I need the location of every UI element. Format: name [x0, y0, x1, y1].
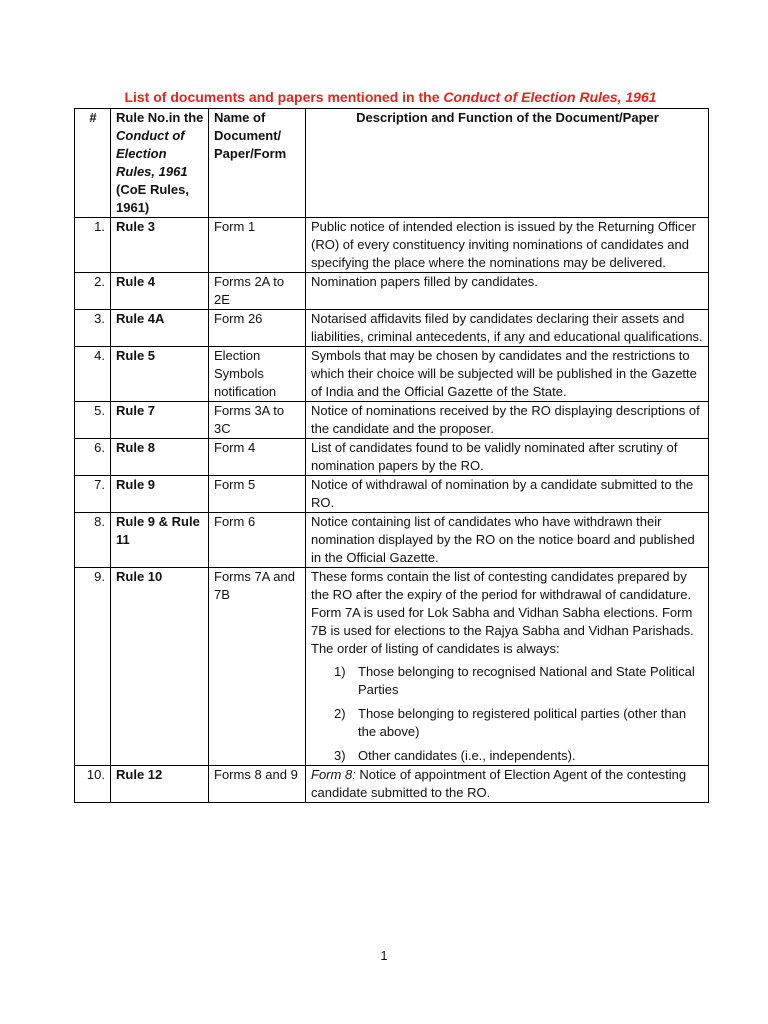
title-italic: Conduct of Election Rules, 1961 — [443, 89, 657, 105]
list-marker: 3) — [334, 748, 346, 763]
table-row — [75, 766, 709, 803]
row-form-name: Forms 3A to 3C — [209, 402, 306, 439]
row-description — [306, 568, 709, 766]
row-form-name: Form 5 — [209, 476, 306, 513]
table-row — [75, 513, 709, 568]
row-number: 5. — [75, 402, 111, 439]
row-rule: Rule 8 — [111, 439, 209, 476]
row-number: 6. — [75, 439, 111, 476]
header-name: Name of Document/ Paper/Form — [209, 109, 306, 218]
row-form-name: Forms 7A and 7B — [209, 568, 306, 766]
row-number: 4. — [75, 347, 111, 402]
header-description: Description and Function of the Document/Paper — [306, 109, 709, 218]
row-rule: Rule 5 — [111, 347, 209, 402]
row-number: 10. — [75, 766, 111, 803]
header-rule-line3: (CoE Rules, 1961) — [116, 182, 189, 215]
header-rule-italic: Conduct of Election Rules, 1961 — [116, 128, 188, 179]
row-description: Notarised affidavits filed by candidates declaring their assets and liabilities, criminal antecedents, if any and educational qualifications. — [306, 310, 709, 347]
row-description: Public notice of intended election is issued by the Returning Officer (RO) of every constituency inviting nominations of candidates and specifying the place where the nominations may be delivered. — [306, 218, 709, 273]
list-item-text: Other candidates (i.e., independents). — [358, 748, 576, 763]
row-number: 8. — [75, 513, 111, 568]
row-number: 9. — [75, 568, 111, 766]
row-description: List of candidates found to be validly nominated after scrutiny of nomination papers by the RO. — [306, 439, 709, 476]
table-row — [75, 347, 709, 402]
row-rule: Rule 4A — [111, 310, 209, 347]
row-rule: Rule 10 — [111, 568, 209, 766]
row-description — [306, 766, 709, 803]
row-number: 1. — [75, 218, 111, 273]
row-number: 2. — [75, 273, 111, 310]
page-number: 1 — [380, 948, 388, 963]
table-row — [75, 439, 709, 476]
header-number: # — [75, 109, 111, 218]
table-row — [75, 273, 709, 310]
row-rule: Rule 4 — [111, 273, 209, 310]
row-form-name: Form 4 — [209, 439, 306, 476]
table-row — [75, 402, 709, 439]
row-form-name: Form 26 — [209, 310, 306, 347]
header-rule-line1: Rule No.in the — [116, 110, 204, 125]
row-description: Symbols that may be chosen by candidates and the restrictions to which their choice will be subjected will be published in the Gazette of India and the Official Gazette of the State. — [306, 347, 709, 402]
ordered-list — [311, 663, 704, 765]
row-rule: Rule 9 & Rule 11 — [111, 513, 209, 568]
row-form-name: Form 1 — [209, 218, 306, 273]
row-rule: Rule 3 — [111, 218, 209, 273]
table-row — [75, 310, 709, 347]
row-number: 7. — [75, 476, 111, 513]
header-rule — [111, 109, 209, 218]
row-description: Notice of withdrawal of nomination by a candidate submitted to the RO. — [306, 476, 709, 513]
table-row — [75, 218, 709, 273]
row-description: Notice of nominations received by the RO displaying descriptions of the candidate and the proposer. — [306, 402, 709, 439]
list-item — [334, 705, 704, 741]
rules-table — [74, 108, 709, 803]
row-description: Notice containing list of candidates who have withdrawn their nomination displayed by the RO on the notice board and published in the Official Gazette. — [306, 513, 709, 568]
row-form-name: Form 6 — [209, 513, 306, 568]
row-form-name: Forms 2A to 2E — [209, 273, 306, 310]
row-form-name: Election Symbols notification — [209, 347, 306, 402]
row-description-text: Notice of appointment of Election Agent of the contesting candidate submitted to the RO. — [311, 767, 687, 800]
list-item-text: Those belonging to registered political parties (other than the above) — [358, 706, 687, 739]
row-description-italic: Form 8: — [311, 767, 356, 782]
title-text: List of documents and papers mentioned in the — [124, 89, 444, 105]
table-row — [75, 476, 709, 513]
row-form-name: Forms 8 and 9 — [209, 766, 306, 803]
row-description-text: These forms contain the list of contesting candidates prepared by the RO after the expiry of the period for withdrawal of candidature. Form 7A is used for Lok Sabha and Vidhan Sabha elections. Form 7B is used for elections to the Rajya Sabha and Vidhan Parishads. The order of listing of candidates is always: — [311, 569, 694, 656]
list-marker: 1) — [334, 664, 346, 679]
list-item — [334, 663, 704, 699]
list-marker: 2) — [334, 706, 346, 721]
row-rule: Rule 12 — [111, 766, 209, 803]
row-number: 3. — [75, 310, 111, 347]
document-title — [0, 89, 768, 105]
row-rule: Rule 9 — [111, 476, 209, 513]
table-header-row — [75, 109, 709, 218]
list-item-text: Those belonging to recognised National and State Political Parties — [358, 664, 695, 697]
table-row — [75, 568, 709, 766]
row-rule: Rule 7 — [111, 402, 209, 439]
row-description: Nomination papers filled by candidates. — [306, 273, 709, 310]
list-item — [334, 747, 704, 765]
